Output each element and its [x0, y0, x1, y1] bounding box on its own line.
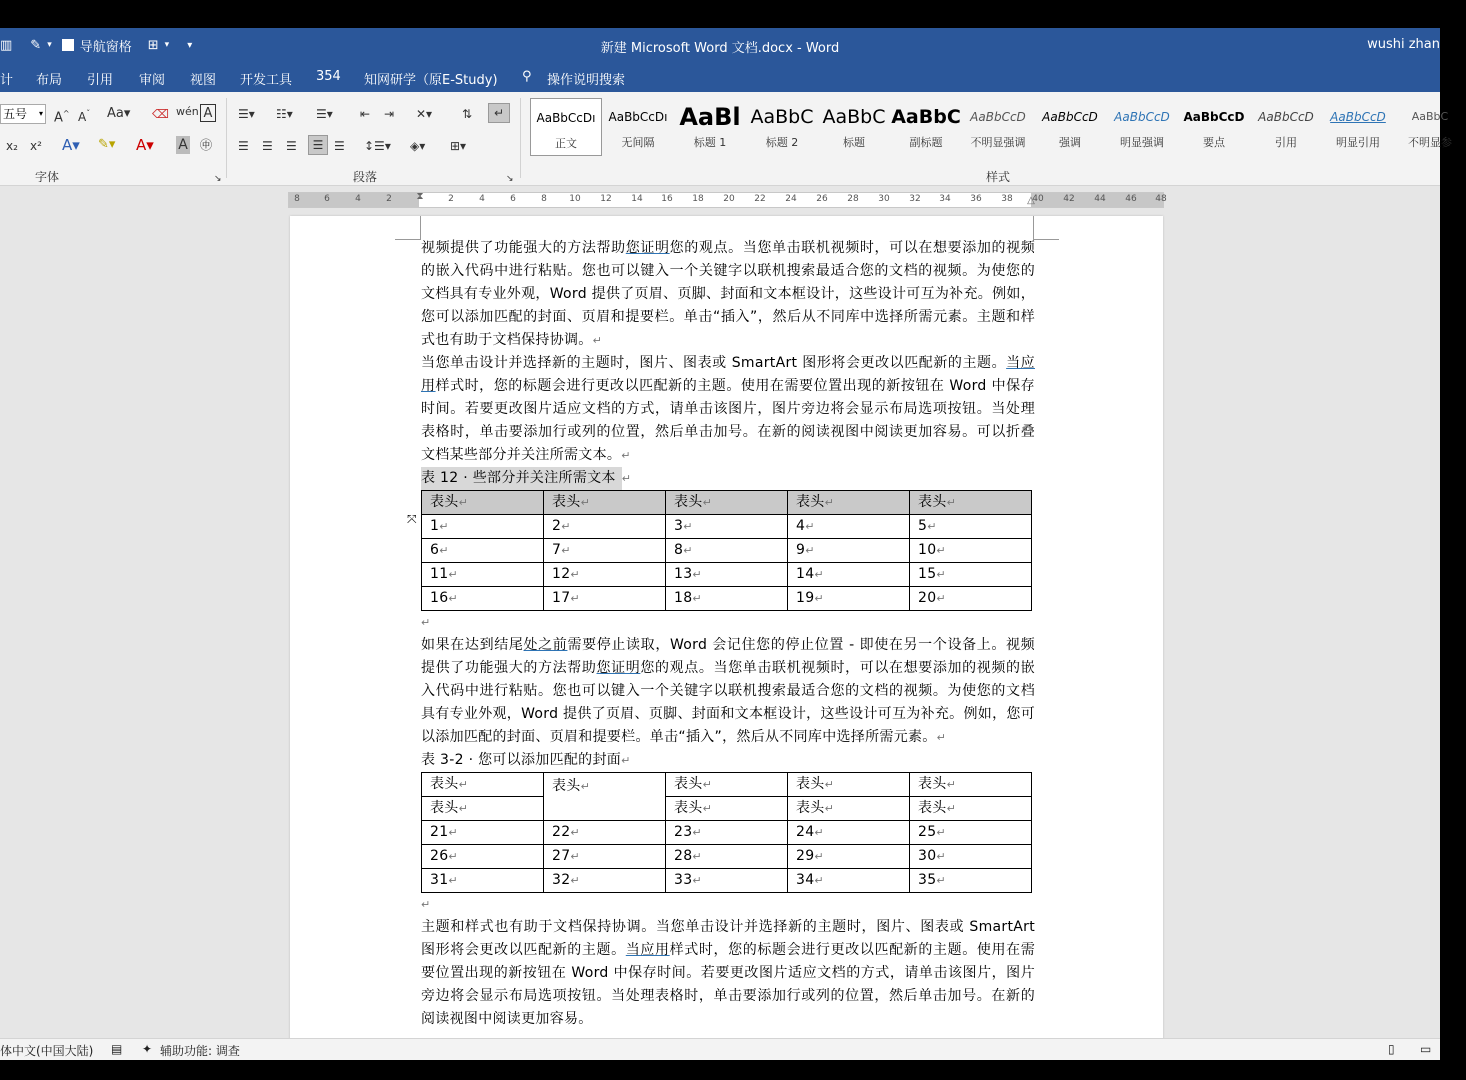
table-cell[interactable]: 19↵ — [788, 587, 910, 611]
table-cell[interactable]: 24↵ — [788, 821, 910, 845]
empty-paragraph[interactable]: ↵ — [421, 898, 431, 911]
table-cell[interactable]: 28↵ — [666, 845, 788, 869]
style-2[interactable] — [674, 98, 746, 156]
table-cell[interactable]: 表头↵ — [788, 797, 910, 821]
tab-layout[interactable]: 布局 — [36, 73, 63, 88]
table-cell[interactable]: 表头↵ — [666, 797, 788, 821]
accessibility-status[interactable]: 辅助功能: 调查 — [160, 1044, 240, 1058]
table-cell[interactable]: 表头↵ — [666, 773, 788, 797]
layout-icon[interactable]: ▥ — [0, 37, 13, 53]
table-cell[interactable]: 3↵ — [666, 515, 788, 539]
table-cell[interactable]: 表头↵ — [910, 491, 1032, 515]
read-mode-icon[interactable]: ▯ — [1388, 1042, 1395, 1056]
style-name: 不明显参 — [1408, 136, 1452, 149]
enclose-char-icon[interactable]: ㊥ — [200, 138, 213, 152]
ruler-tick-label: 12 — [600, 194, 612, 204]
table-row[interactable] — [422, 587, 1032, 611]
table-icon[interactable]: ⊞ — [147, 37, 159, 53]
paragraph-mark: ↵ — [621, 449, 631, 462]
table-cell[interactable]: 5↵ — [910, 515, 1032, 539]
tab-design[interactable]: 计 — [0, 73, 14, 88]
clear-format-icon[interactable]: ⌫ — [152, 107, 169, 121]
ruler-tick-label: 22 — [754, 194, 766, 204]
table-cell[interactable]: 7↵ — [544, 539, 666, 563]
table-cell[interactable]: 12↵ — [544, 563, 666, 587]
chinese-layout-icon[interactable]: ✕▾ — [416, 107, 433, 121]
ribbon-tabs — [0, 62, 1440, 92]
table-cell[interactable]: 18↵ — [666, 587, 788, 611]
show-marks-icon[interactable]: ↵ — [488, 103, 510, 123]
table-cell[interactable]: 10↵ — [910, 539, 1032, 563]
style-8[interactable] — [1106, 98, 1178, 156]
crop-mark — [395, 216, 421, 240]
table-cell[interactable]: 25↵ — [910, 821, 1032, 845]
styles-group-label: 样式 — [986, 170, 1011, 184]
table-cell[interactable]: 表头↵ — [544, 491, 666, 515]
right-indent-icon[interactable]: △ — [1027, 195, 1035, 206]
ruler-tick-label: 28 — [847, 194, 859, 204]
style-name: 副标题 — [909, 136, 943, 149]
table-cell[interactable]: 表头↵ — [422, 491, 544, 515]
style-7[interactable] — [1034, 98, 1106, 156]
ruler-tick-label: 36 — [970, 194, 982, 204]
ruler-tick-label: 6 — [324, 194, 330, 204]
grow-font-icon[interactable]: A^ — [54, 109, 70, 126]
accessibility-icon[interactable]: ✦ — [142, 1042, 153, 1056]
print-layout-icon[interactable]: ▭ — [1420, 1042, 1432, 1056]
table-cell[interactable]: 27↵ — [544, 845, 666, 869]
status-bar — [0, 1038, 1440, 1060]
font-size-value: 五号 — [3, 107, 28, 121]
nav-pane-label: 导航窗格 — [79, 39, 132, 55]
table-cell[interactable]: 表头↵ — [422, 797, 544, 821]
style-name: 标题 — [843, 136, 865, 149]
style-3[interactable] — [746, 98, 818, 156]
style-name: 明显强调 — [1120, 136, 1164, 149]
style-name: 正文 — [555, 137, 577, 150]
ruler-tick-label: 4 — [355, 194, 361, 204]
tab-354[interactable]: 354 — [316, 69, 341, 84]
style-preview: AaBbC — [750, 106, 814, 128]
ribbon — [0, 92, 1452, 186]
chevron-down-icon: ▾ — [38, 109, 43, 118]
window-title: 新建 Microsoft Word 文档.docx - Word — [600, 41, 840, 56]
style-4[interactable] — [818, 98, 890, 156]
align-right-icon[interactable]: ☰ — [286, 139, 297, 153]
paragraph-mark: ↵ — [936, 731, 947, 744]
style-preview: AaBbC — [891, 106, 961, 128]
pen-icon[interactable]: ✎ — [30, 37, 42, 53]
paragraph-3[interactable]: 如果在达到结尾处之前需要停止读取，Word 会记住您的停止位置 - 即使在另一个设备上。视频提供了功能强大的方法帮助您证明您的观点。当您单击联机视频时，可以在想要添加的视频的嵌入代码中进行粘贴。您也可以键入一个关键字以联机搜索最适合您的文档的视频。为使您的文档具有专业外观，Word 提供了页眉、页脚、封面和文本框设计，这些设计可互为补充。例如，您可以添加匹配的封面、页眉和提要栏。单击“插入”，然后从不同库中选择所需元素。↵ — [421, 637, 1035, 745]
borders-icon[interactable]: ⊞▾ — [450, 139, 467, 153]
paragraph-1[interactable]: 视频提供了功能强大的方法帮助您证明您的观点。当您单击联机视频时，可以在想要添加的视频的嵌入代码中进行粘贴。您也可以键入一个关键字以联机搜索最适合您的文档的视频。为使您的文档具有专业外观，Word 提供了页眉、页脚、封面和文本框设计，这些设计可互为补充。例如，您可以添加匹配的封面、页眉和提要栏。单击“插入”，然后从不同库中选择所需元素。主题和样式也有助于文档保持协调。↵ — [421, 240, 1036, 348]
style-5[interactable] — [890, 98, 962, 156]
table-header-row[interactable] — [422, 773, 1032, 797]
justify-icon[interactable]: ☰ — [308, 135, 328, 155]
style-preview: AaBbCcD — [1042, 110, 1098, 124]
table-cell[interactable]: 23↵ — [666, 821, 788, 845]
style-9[interactable] — [1178, 98, 1250, 156]
lightbulb-icon: ⚲ — [522, 69, 532, 84]
ruler-tick-label: 38 — [1001, 194, 1013, 204]
group-separator — [520, 98, 521, 178]
char-shading-icon[interactable]: A — [176, 136, 190, 154]
align-center-icon[interactable]: ☰ — [262, 139, 273, 153]
horizontal-ruler[interactable] — [288, 191, 1167, 208]
ruler-margin-left — [289, 193, 419, 207]
style-preview: AaBbCcD — [970, 110, 1026, 124]
styles-gallery — [530, 98, 1452, 158]
style-name: 要点 — [1203, 136, 1225, 149]
table-cell[interactable]: 4↵ — [788, 515, 910, 539]
ruler-tick-label: 44 — [1094, 194, 1106, 204]
style-preview: AaBbC — [822, 106, 886, 128]
style-name: 强调 — [1059, 136, 1081, 149]
table-cell[interactable]: 20↵ — [910, 587, 1032, 611]
empty-paragraph[interactable]: ↵ — [421, 616, 431, 629]
language-status[interactable]: 体中文(中国大陆) — [0, 1044, 94, 1058]
table-cell[interactable]: 31↵ — [422, 869, 544, 893]
table-row[interactable] — [422, 845, 1032, 869]
change-case-icon[interactable]: Aa▾ — [107, 106, 131, 121]
table-row[interactable] — [422, 821, 1032, 845]
paragraph-group-label: 段落 — [353, 170, 378, 184]
table-cell[interactable]: 11↵ — [422, 563, 544, 587]
table-cell[interactable]: 16↵ — [422, 587, 544, 611]
table-cell[interactable]: 8↵ — [666, 539, 788, 563]
subscript-icon[interactable]: x₂ — [6, 139, 18, 153]
ruler-tick-label: 6 — [510, 194, 516, 204]
numbering-icon[interactable]: ☷▾ — [276, 107, 293, 121]
table-cell[interactable]: 表头↵ — [910, 773, 1032, 797]
multilevel-list-icon[interactable]: ☰▾ — [316, 107, 333, 121]
sort-icon[interactable]: ⇅ — [462, 107, 473, 121]
style-1[interactable] — [602, 98, 674, 156]
table-move-handle-icon[interactable]: ⤧ — [407, 512, 417, 526]
line-spacing-icon[interactable]: ↕☰▾ — [364, 139, 391, 153]
table-caption-1[interactable]: 表 12 · 些部分并关注所需文本 ↵ — [421, 467, 1035, 490]
table-cell[interactable]: 表头↵ — [422, 773, 544, 797]
tab-view[interactable]: 视图 — [190, 73, 217, 88]
tell-me-search[interactable]: 操作说明搜索 — [547, 73, 626, 88]
table-row[interactable] — [422, 515, 1032, 539]
ruler-tick-label: 34 — [939, 194, 951, 204]
document-page[interactable] — [290, 216, 1163, 1056]
style-name: 明显引用 — [1336, 136, 1380, 149]
first-line-indent-icon[interactable]: ⧗ — [416, 191, 424, 202]
table-cell[interactable]: 9↵ — [788, 539, 910, 563]
superscript-icon[interactable]: x² — [30, 139, 42, 153]
highlight-icon[interactable]: ✎▾ — [98, 137, 116, 152]
screen-border — [0, 1060, 1440, 1080]
table-cell-merged[interactable]: 表头↵ — [544, 773, 666, 821]
table-cell[interactable]: 6↵ — [422, 539, 544, 563]
style-name: 无间隔 — [621, 136, 655, 149]
group-separator — [226, 98, 227, 178]
table-cell[interactable]: 29↵ — [788, 845, 910, 869]
char-border-icon[interactable]: A — [200, 104, 216, 122]
table-cell[interactable]: 26↵ — [422, 845, 544, 869]
table-2[interactable] — [421, 772, 1032, 893]
ruler-tick-label: 4 — [479, 194, 485, 204]
table-1[interactable] — [421, 490, 1032, 611]
tab-references[interactable]: 引用 — [87, 73, 114, 88]
table-header-row[interactable] — [422, 491, 1032, 515]
style-6[interactable] — [962, 98, 1034, 156]
style-name: 不明显强调 — [970, 136, 1026, 149]
table-cell[interactable]: 34↵ — [788, 869, 910, 893]
table-cell[interactable]: 1↵ — [422, 515, 544, 539]
dialog-launcher-icon[interactable]: ↘ — [214, 174, 222, 184]
document-content[interactable] — [407, 237, 1036, 1031]
style-name: 标题 2 — [765, 136, 799, 149]
text-effects-icon[interactable]: A▾ — [62, 136, 80, 154]
document-canvas[interactable] — [0, 186, 1440, 1038]
table-cell[interactable]: 15↵ — [910, 563, 1032, 587]
style-preview: AaBl — [679, 103, 741, 131]
ruler-tick-label: 10 — [569, 194, 581, 204]
table-caption-2[interactable]: 表 3-2 · 您可以添加匹配的封面↵ — [421, 752, 631, 768]
phonetic-guide-icon[interactable]: wén — [176, 105, 199, 118]
tab-estudy[interactable]: 知网研学（原E-Study) — [364, 73, 498, 88]
tab-developer[interactable]: 开发工具 — [240, 73, 293, 88]
chevron-down-icon[interactable]: ▾ — [47, 40, 52, 50]
table-cell[interactable]: 30↵ — [910, 845, 1032, 869]
ruler-tick-label: 8 — [294, 194, 300, 204]
style-preview: AaBbCcD — [1330, 110, 1386, 124]
style-12[interactable] — [1394, 98, 1466, 156]
crop-mark — [1033, 216, 1059, 240]
font-group-label: 字体 — [35, 170, 60, 184]
style-11[interactable] — [1322, 98, 1394, 156]
macro-icon[interactable]: ▤ — [111, 1042, 123, 1056]
title-bar — [0, 28, 1440, 62]
table-cell[interactable]: 14↵ — [788, 563, 910, 587]
style-name: 标题 1 — [693, 136, 727, 149]
font-color-icon[interactable]: A▾ — [136, 136, 154, 154]
table-cell[interactable]: 表头↵ — [910, 797, 1032, 821]
table-cell[interactable]: 35↵ — [910, 869, 1032, 893]
decrease-indent-icon[interactable]: ⇤ — [360, 107, 371, 121]
style-preview: AaBbCcD — [1114, 110, 1170, 124]
ruler-tick-label: 48 — [1155, 194, 1167, 204]
table-header-row[interactable] — [422, 797, 1032, 821]
table-cell[interactable]: 2↵ — [544, 515, 666, 539]
table-row[interactable] — [422, 869, 1032, 893]
ruler-tick-label: 42 — [1063, 194, 1075, 204]
table-row[interactable] — [422, 563, 1032, 587]
ruler-tick-label: 24 — [785, 194, 797, 204]
ruler-tick-label: 30 — [878, 194, 890, 204]
style-preview: AaBbC — [1411, 110, 1449, 123]
style-preview: AaBbCcD — [1258, 110, 1314, 124]
ruler-tick-label: 40 — [1032, 194, 1044, 204]
table-cell[interactable]: 表头↵ — [666, 491, 788, 515]
paragraph-2[interactable]: 当您单击设计并选择新的主题时，图片、图表或 SmartArt 图形将会更改以匹配新的主题。当应用样式时，您的标题会进行更改以匹配新的主题。使用在需要位置出现的新按钮在 Word 中保存时间。若要更改图片适应文档的方式，请单击该图片，图片旁边将会显示布局选项按钮。当处理表格时，单击要添加行或列的位置，然后单击加号。在新的阅读视图中阅读更加容易。可以折叠文档某些部分并关注所需文本。↵ — [421, 355, 1035, 463]
table-cell[interactable]: 21↵ — [422, 821, 544, 845]
table-cell[interactable]: 表头↵ — [788, 491, 910, 515]
align-left-icon[interactable]: ☰ — [238, 139, 249, 153]
table-cell[interactable]: 17↵ — [544, 587, 666, 611]
bullets-icon[interactable]: ☰▾ — [238, 107, 255, 121]
ruler-tick-label: 8 — [541, 194, 547, 204]
table-cell[interactable]: 33↵ — [666, 869, 788, 893]
style-name: 引用 — [1275, 136, 1297, 149]
user-name[interactable]: wushi zhan — [1367, 37, 1440, 52]
ruler-tick-label: 18 — [692, 194, 704, 204]
increase-indent-icon[interactable]: ⇥ — [384, 107, 395, 121]
customize-icon[interactable]: ▾ — [187, 39, 193, 51]
ruler-tick-label: 2 — [386, 194, 392, 204]
ruler-tick-label: 46 — [1125, 194, 1137, 204]
style-preview: AaBbCcDı — [608, 110, 668, 124]
ruler-tick-label: 26 — [816, 194, 828, 204]
table-row[interactable] — [422, 539, 1032, 563]
table-cell[interactable]: 表头↵ — [788, 773, 910, 797]
shading-icon[interactable]: ◈▾ — [410, 139, 426, 153]
paragraph-4[interactable]: 主题和样式也有助于文档保持协调。当您单击设计并选择新的主题时，图片、图表或 SmartArt 图形将会更改以匹配新的主题。当应用样式时，您的标题会进行更改以匹配新的主题。使用在需要位置出现的新按钮在 Word 中保存时间。若要更改图片适应文档的方式，请单击该图片，图片旁边将会显示布局选项按钮。当处理表格时，单击要添加行或列的位置，然后单击加号。在新的阅读视图中阅读更加容易。 — [421, 919, 1036, 1027]
table-cell[interactable]: 32↵ — [544, 869, 666, 893]
ruler-tick-label: 16 — [661, 194, 673, 204]
style-preview: AaBbCcDı — [536, 111, 596, 125]
table-1-wrap — [407, 490, 1035, 611]
ruler-tick-label: 2 — [448, 194, 454, 204]
tab-review[interactable]: 审阅 — [139, 73, 166, 88]
shrink-font-icon[interactable]: $A^ˇ$ — [78, 109, 91, 124]
style-10[interactable] — [1250, 98, 1322, 156]
ruler-tick-label: 20 — [723, 194, 735, 204]
chevron-down-icon[interactable]: ▾ — [164, 40, 170, 50]
dialog-launcher-icon[interactable]: ↘ — [506, 174, 514, 184]
distributed-icon[interactable]: ☰ — [334, 139, 345, 153]
ruler-tick-label: 14 — [631, 194, 643, 204]
table-cell[interactable]: 22↵ — [544, 821, 666, 845]
ruler-tick-label: 32 — [909, 194, 921, 204]
style-0[interactable] — [530, 98, 602, 156]
style-preview: AaBbCcD — [1183, 110, 1245, 124]
table-cell[interactable]: 13↵ — [666, 563, 788, 587]
font-size-select[interactable] — [0, 104, 46, 124]
paragraph-mark: ↵ — [592, 334, 603, 347]
